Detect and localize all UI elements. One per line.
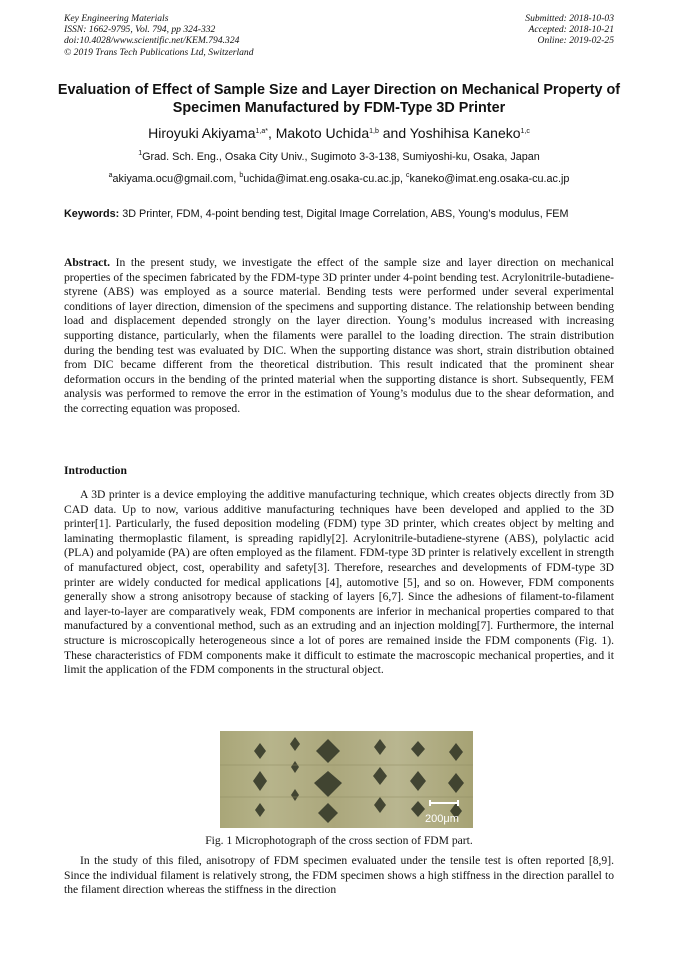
author-sup: 1,a* <box>255 128 268 135</box>
doi: doi:10.4028/www.scientific.net/KEM.794.324 <box>64 35 240 47</box>
author-name: Yoshihisa Kaneko <box>409 125 521 141</box>
email-list <box>40 172 638 186</box>
abstract <box>64 256 614 417</box>
keywords-label: Keywords: <box>64 208 120 220</box>
email-link: uchida@imat.eng.osaka-cu.ac.jp, <box>243 173 407 185</box>
author-sup: 1,b <box>369 128 379 135</box>
affiliation <box>40 150 638 164</box>
journal-name: Key Engineering Materials <box>64 13 169 24</box>
introduction-paragraph-2: In the study of this filed, anisotropy of FDM specimen evaluated under the tensile test is often reported [8,9]. Since the individual filament is relatively strong, the FDM specimen shows a high stiffness in the direction parallel to the filament direction whereas the stiffness in the direction <box>64 854 614 897</box>
author-list <box>40 124 638 142</box>
author-sup: 1,c <box>520 128 530 135</box>
submitted-date: Submitted: 2018-10-03 <box>525 13 614 24</box>
publication-dates <box>525 13 614 47</box>
figure-1-caption: Fig. 1 Microphotograph of the cross section of FDM part. <box>205 834 473 847</box>
introduction-heading: Introduction <box>64 464 127 477</box>
keywords-text: 3D Printer, FDM, 4-point bending test, Digital Image Correlation, ABS, Young’s modulus, FEM <box>119 208 569 220</box>
microphotograph-image <box>220 731 473 828</box>
author-name: Makoto Uchida <box>275 125 370 141</box>
email-link: kaneko@imat.eng.osaka-cu.ac.jp <box>409 173 570 185</box>
online-date: Online: 2019-02-25 <box>537 35 614 47</box>
author-name: Hiroyuki Akiyama <box>148 125 256 141</box>
keywords <box>64 207 616 222</box>
figure-1-microphotograph <box>220 731 473 828</box>
email-sup: c <box>406 172 410 179</box>
accepted-date: Accepted: 2018-10-21 <box>528 24 614 36</box>
author-separator: , <box>267 125 276 141</box>
journal-info <box>64 13 254 58</box>
author-separator: and <box>378 125 410 141</box>
affiliation-text: Grad. Sch. Eng., Osaka City Univ., Sugimoto 3-3-138, Sumiyoshi-ku, Osaka, Japan <box>142 151 540 163</box>
email-link: akiyama.ocu@gmail.com, <box>112 173 240 185</box>
paper-title: Evaluation of Effect of Sample Size and Layer Direction on Mechanical Property of Specimen Manufactured by FDM-Type 3D Printer <box>57 82 621 116</box>
affiliation-sup: 1 <box>138 150 143 157</box>
scale-label: 200μm <box>425 813 459 825</box>
abstract-label: Abstract. <box>64 256 111 269</box>
issn: ISSN: 1662-9795, Vol. 794, pp 324-332 <box>64 24 216 36</box>
introduction-paragraph: A 3D printer is a device employing the additive manufacturing technique, which creates objects directly from 3D CAD data. Up to now, various additive manufacturing techniques have been developed and applied to the 3D printer[1]. Particularly, the fused deposition modeling (FDM) type 3D printer, which creates object by melting and laminating thermoplastic filament, is spreading rapidly[2]. Acrylonitrile-butadiene-styrene (ABS), polylactic acid (PLA) and polyamide (PA) are often employed as the filament. FDM-type 3D printer is relatively excellent in strength of manufactured object, cost, operability and safety[3]. Therefore, researches and developments of FDM-type 3D printer are widely conducted for medical applications [4], automotive [5], and so on. However, FDM components generally show a strong anisotropy because of stacking of layers [6,7]. Since the adhesions of filament-to-filament and layer-to-layer are comparatively weak, FDM components are inferior in mechanical properties compared to that manufactured by a conventional method, such as an extruding and an injection molding[7]. Furthermore, the internal structure is microscopically heterogeneous since a lot of pores are remained inside the FDM components (Fig. 1). These characteristics of FDM components make it difficult to estimate the macroscopic mechanical properties, and it limit the application of the FDM components in the structural object. <box>64 488 614 677</box>
scale-bar <box>425 800 459 825</box>
email-sup: a <box>108 172 113 179</box>
abstract-text: In the present study, we investigate the effect of the sample size and layer direction on mechanical properties of the specimen fabricated by the FDM-type 3D printer under 4-point bending test. Acrylonitrile-butadiene-styrene (ABS) was employed as a source material. Bending tests were performed under several experimental conditions of layer direction, dimension of the specimens and supporting distance. The relationship between bending load and displacement depended strongly on the layer direction. Young’s modulus increased with increasing supporting distance, particularly, when the filaments were parallel to the loading direction. The strain distribution during the bending test was evaluated by DIC. When the supporting distance was short, strain distribution obtained from DIC became different from the theoretical distribution. This result indicated that the prominent shear deformation occurs in the bending of the printed material when the supporting distance is short. Subsequently, FEM analysis was performed to remove the error in the estimation of Young’s modulus due to the shear deformation, and the correcting equation was proposed. <box>64 256 614 415</box>
email-sup: b <box>239 172 244 179</box>
copyright: © 2019 Trans Tech Publications Ltd, Switzerland <box>64 46 254 58</box>
